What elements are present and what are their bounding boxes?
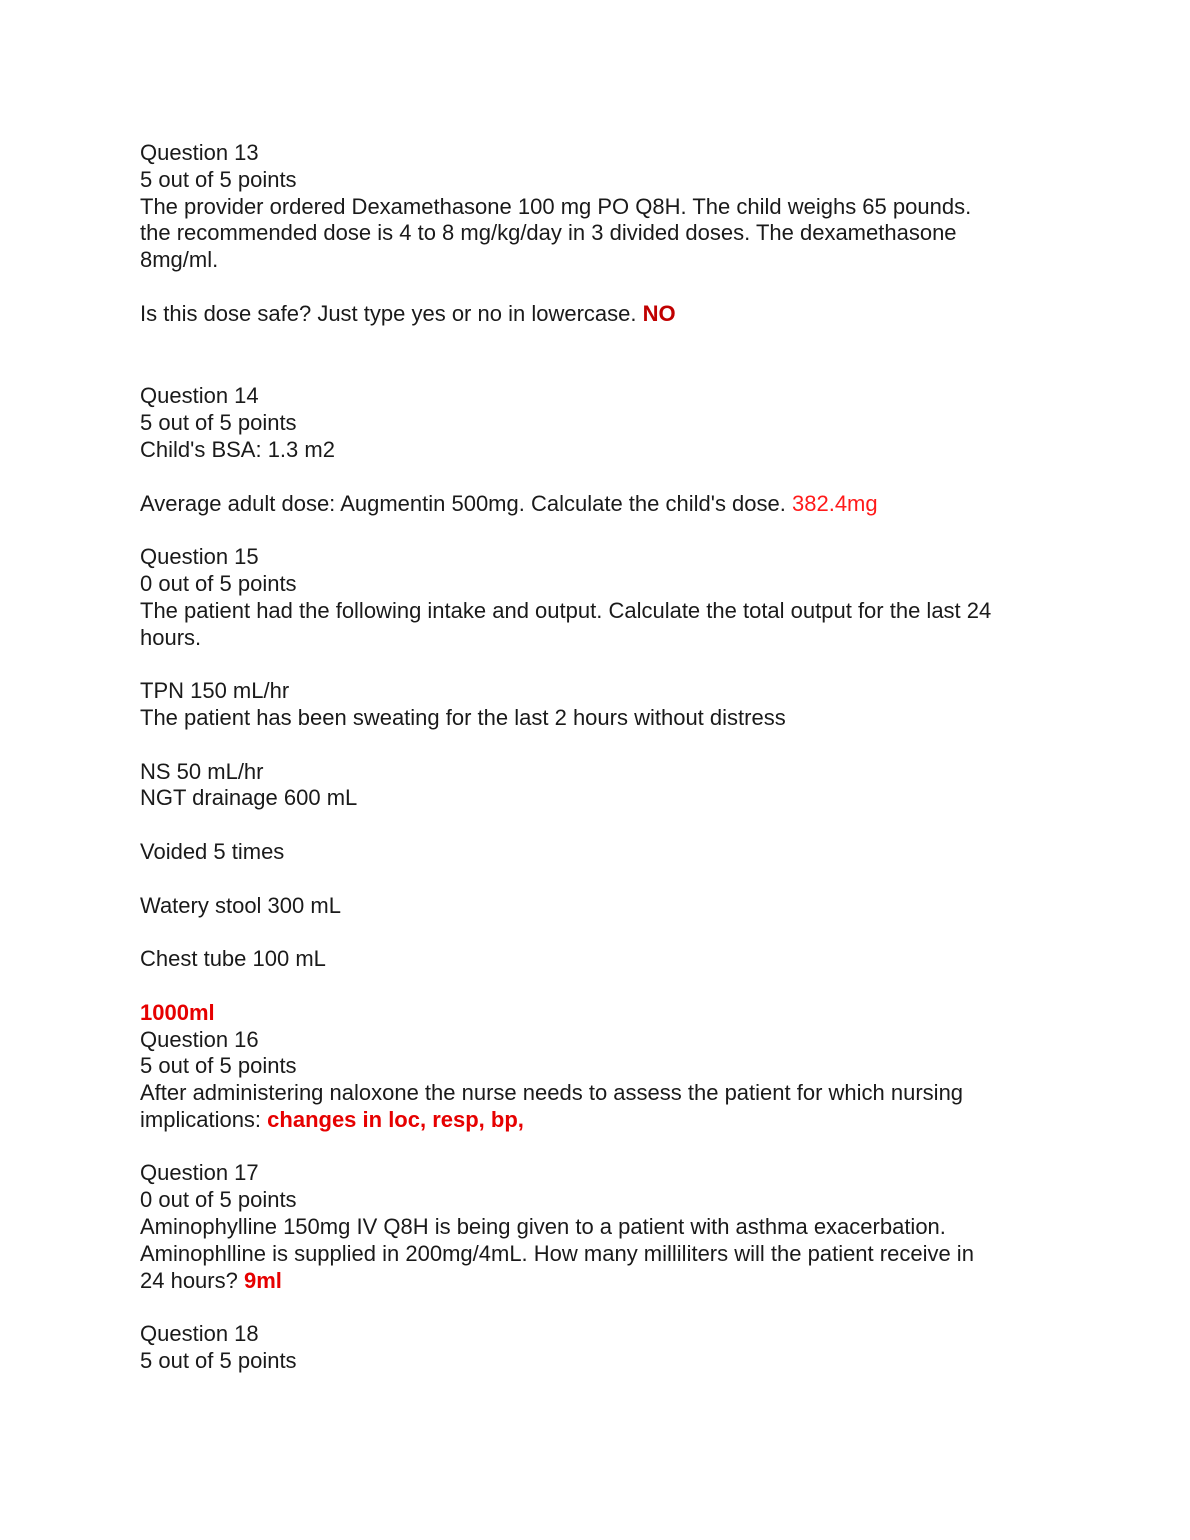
question-17-text-line-3-label: 24 hours? bbox=[140, 1267, 244, 1293]
question-16-points: 5 out of 5 points bbox=[140, 1053, 297, 1079]
question-16-text-line-2-label: implications: bbox=[140, 1106, 268, 1132]
question-17-points: 0 out of 5 points bbox=[140, 1187, 297, 1213]
question-15-tpn: TPN 150 mL/hr bbox=[140, 678, 290, 704]
question-13-answer: NO bbox=[642, 300, 676, 326]
question-14-bsa: Child's BSA: 1.3 m2 bbox=[140, 436, 335, 462]
question-13-text-line-2: the recommended dose is 4 to 8 mg/kg/day in 3 divided doses. The dexamethasone bbox=[140, 220, 957, 246]
question-13-text-line-1: The provider ordered Dexamethasone 100 mg PO Q8H. The child weighs 65 pounds. bbox=[140, 193, 972, 219]
question-15-ns: NS 50 mL/hr bbox=[140, 758, 264, 784]
question-17-title: Question 17 bbox=[140, 1160, 259, 1186]
question-15-ngt: NGT drainage 600 mL bbox=[140, 785, 358, 811]
question-16-title: Question 16 bbox=[140, 1026, 259, 1052]
question-14-prompt bbox=[140, 491, 1060, 518]
question-14-answer: 382.4mg bbox=[792, 490, 878, 516]
question-15-answer: 1000ml bbox=[140, 999, 215, 1025]
document-page bbox=[140, 140, 1060, 1375]
question-17-text-line-2: Aminophlline is supplied in 200mg/4mL. How many milliliters will the patient receive in bbox=[140, 1240, 974, 1266]
question-16-text-line-1: After administering naloxone the nurse needs to assess the patient for which nursing bbox=[140, 1080, 964, 1106]
question-18-points: 5 out of 5 points bbox=[140, 1348, 297, 1374]
question-17-text-line-3 bbox=[140, 1268, 1060, 1295]
question-15-title: Question 15 bbox=[140, 544, 259, 570]
question-14-prompt-text: Average adult dose: Augmentin 500mg. Calculate the child's dose. bbox=[140, 490, 792, 516]
question-13-points: 5 out of 5 points bbox=[140, 166, 297, 192]
question-13-prompt-text: Is this dose safe? Just type yes or no in lowercase. bbox=[140, 300, 643, 326]
question-15-sweat: The patient has been sweating for the last 2 hours without distress bbox=[140, 704, 786, 730]
question-16-text-line-2 bbox=[140, 1107, 1060, 1134]
question-15-text-line-2: hours. bbox=[140, 624, 202, 650]
question-15-voided: Voided 5 times bbox=[140, 838, 285, 864]
question-13-title: Question 13 bbox=[140, 140, 259, 165]
question-15-points: 0 out of 5 points bbox=[140, 570, 297, 596]
question-17-answer: 9ml bbox=[243, 1267, 282, 1293]
question-17-text-line-1: Aminophylline 150mg IV Q8H is being given to a patient with asthma exacerbation. bbox=[140, 1214, 946, 1240]
question-15-stool: Watery stool 300 mL bbox=[140, 892, 341, 918]
question-14-points: 5 out of 5 points bbox=[140, 410, 297, 436]
question-15-chest-tube: Chest tube 100 mL bbox=[140, 946, 326, 972]
question-13-prompt bbox=[140, 301, 1060, 328]
question-16-answer: changes in loc, resp, bp, bbox=[267, 1106, 524, 1132]
question-13-text-line-3: 8mg/ml. bbox=[140, 247, 219, 273]
question-18-title: Question 18 bbox=[140, 1321, 259, 1347]
question-15-text-line-1: The patient had the following intake and output. Calculate the total output for the last 24 bbox=[140, 597, 992, 623]
question-14-title: Question 14 bbox=[140, 383, 259, 409]
